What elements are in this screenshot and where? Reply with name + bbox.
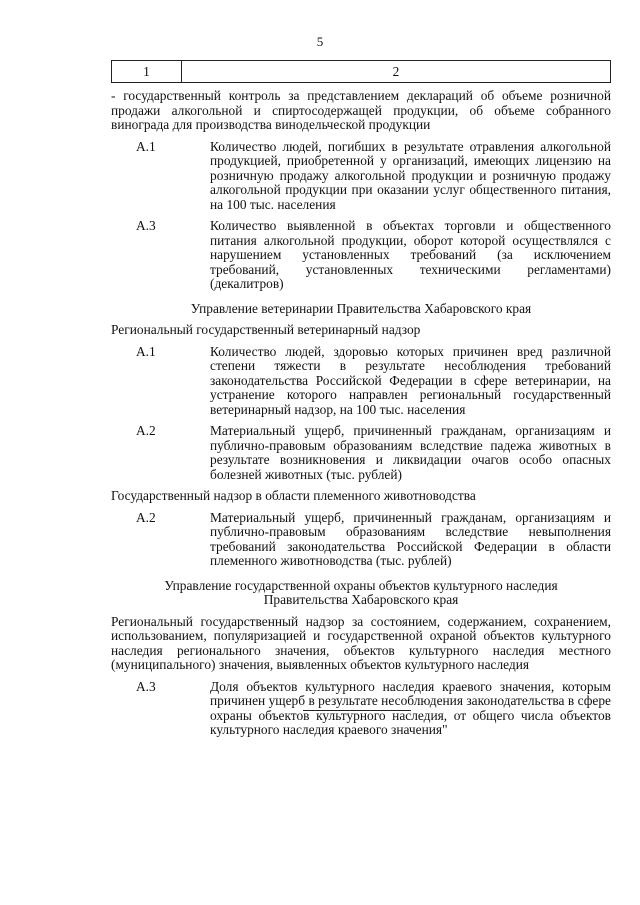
indicator-item — [111, 140, 611, 213]
section-title-vet: Региональный государственный ветеринарный надзор — [111, 322, 421, 337]
indicator-text: Материальный ущерб, причиненный гражданам, организациям и публично-правовым образованиям вследствие падежа животных в результате возникновения и ликвидации очагов особо опасных болезней животных (тыс. рублей) — [210, 423, 611, 482]
page-number: 5 — [316, 34, 324, 49]
indicator-code: А.1 — [136, 343, 156, 359]
indicator-item — [111, 345, 611, 418]
table-header — [111, 60, 611, 83]
document-body — [111, 89, 611, 738]
indicator-code: А.3 — [136, 678, 156, 694]
indicator-text: Количество людей, погибших в результате отравления алкогольной продукцией, приобретенной у организаций, имеющих лицензию на розничную продажу алкогольной продукции и розничную продажу алкогольной продукции при оказании услуг общественного питания, на 100 тыс. населения — [210, 138, 611, 212]
indicator-code: А.3 — [136, 218, 156, 233]
table-header-col-1: 1 — [112, 61, 182, 82]
indicator-item — [111, 511, 611, 569]
section-title-breeding: Государственный надзор в области племенного животноводства — [111, 488, 476, 503]
indicator-text: Количество людей, здоровью которых причинен вред различной степени тяжести в результате несоблюдения требований законодательства Российской Федерации в сфере ветеринарии, на устранение которого направлен региональный государственный ветеринарный надзор, на 100 тыс. населения — [210, 343, 611, 417]
indicator-code: А.2 — [136, 509, 156, 525]
indicator-text: Количество выявленной в объектах торговли и общественного питания алкогольной продукции, оборот которой осуществлялся с нарушением установленных требований (за исключением требований, установленных техническими регламентами) (декалитров) — [210, 218, 611, 291]
indicator-text: Доля объектов культурного наследия краевого значения, которым причинен ущерб в результате несоблюдения законодательства в сфере охраны объектов культурного наследия, от общего числа объектов культурного наследия краевого значения" — [210, 678, 611, 737]
section-heading-culture — [111, 579, 611, 608]
section-heading-vet: Управление ветеринарии Правительства Хабаровского края — [190, 300, 532, 316]
indicator-code: А.1 — [136, 138, 156, 154]
intro-paragraph: - государственный контроль за представлением деклараций об объеме розничной продажи алкогольной и спиртосодержащей продукции, об объеме собранного винограда для производства винодельческой продукции — [111, 88, 611, 132]
indicator-text: Материальный ущерб, причиненный гражданам, организациям и публично-правовым образованиям вследствие невыполнения требований законодательства Российской Федерации в области племенного животноводства (тыс. рублей) — [210, 509, 611, 568]
indicator-code: А.2 — [136, 423, 156, 438]
indicator-item — [111, 219, 611, 292]
section-heading-culture-line-1: Управление государственной охраны объектов культурного наследия — [164, 577, 558, 593]
indicator-item — [111, 424, 611, 482]
closing-rule — [303, 710, 411, 711]
section-heading-culture-line-2: Правительства Хабаровского края — [263, 592, 459, 607]
indicator-item — [111, 680, 611, 738]
section-title-culture: Региональный государственный надзор за состоянием, содержанием, сохранением, использованием, популяризацией и государственной охраной объектов культурного наследия регионального значения, объектов культурного наследия местного (муниципального) значения, выявленных объектов культурного наследия — [111, 613, 611, 672]
table-header-col-2: 2 — [392, 64, 400, 79]
